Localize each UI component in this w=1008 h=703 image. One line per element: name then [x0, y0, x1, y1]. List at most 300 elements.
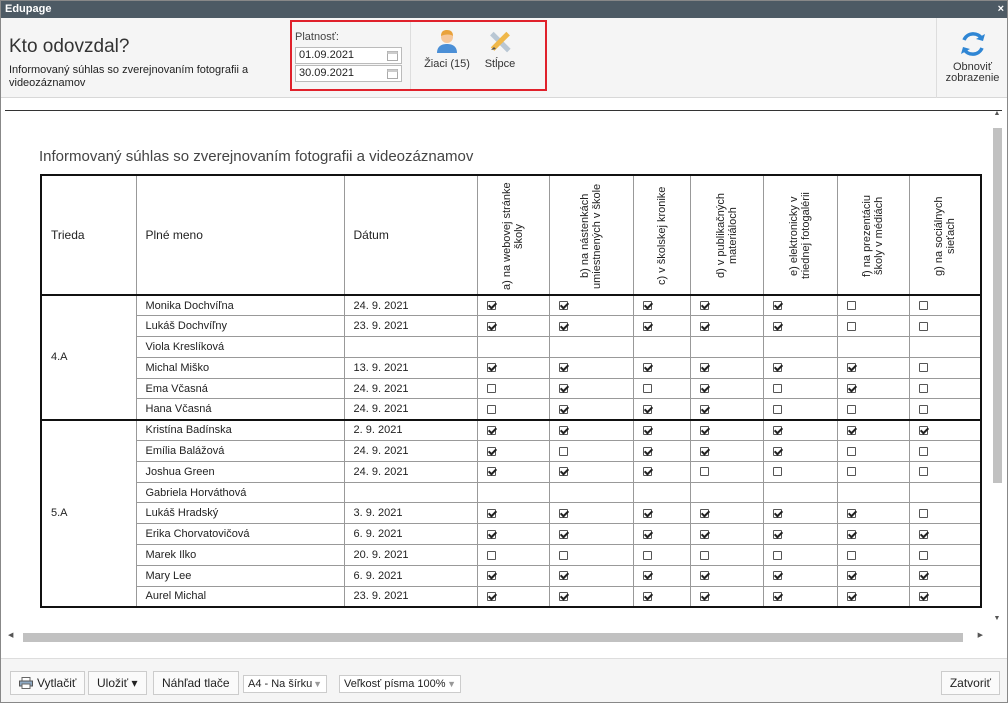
checked-checkbox — [559, 384, 568, 393]
checked-checkbox — [643, 322, 652, 331]
student-name: Michal Miško — [136, 357, 344, 378]
table-row — [41, 295, 981, 316]
unchecked-checkbox — [847, 322, 856, 331]
student-name: Lukáš Hradský — [136, 503, 344, 524]
consent-cell — [837, 420, 909, 441]
checked-checkbox — [700, 426, 709, 435]
checked-checkbox — [643, 509, 652, 518]
checked-checkbox — [559, 301, 568, 310]
checked-checkbox — [773, 426, 782, 435]
consent-cell — [549, 420, 633, 441]
checked-checkbox — [487, 467, 496, 476]
consent-cell — [549, 482, 633, 503]
calendar-icon[interactable] — [387, 68, 398, 79]
consent-cell — [690, 586, 763, 607]
window-titlebar — [0, 0, 1008, 18]
header-consent-c: c) v školskej kronike — [633, 175, 690, 295]
checked-checkbox — [773, 322, 782, 331]
consent-cell — [477, 503, 549, 524]
consent-cell — [633, 295, 690, 316]
unchecked-checkbox — [487, 405, 496, 414]
consent-cell — [837, 503, 909, 524]
consent-cell — [633, 378, 690, 399]
consent-cell — [909, 565, 981, 586]
unchecked-checkbox — [847, 447, 856, 456]
consent-cell — [909, 524, 981, 545]
consent-cell — [477, 337, 549, 358]
header-consent-b: b) na nástenkách umiestnených v škole — [549, 175, 633, 295]
table-row — [41, 441, 981, 462]
checked-checkbox — [700, 322, 709, 331]
consent-cell — [477, 399, 549, 420]
consent-cell — [909, 441, 981, 462]
close-button[interactable]: Zatvoriť — [941, 671, 1000, 695]
scroll-left-icon[interactable]: ◀ — [8, 632, 14, 639]
checked-checkbox — [919, 571, 928, 580]
calendar-icon[interactable] — [387, 50, 398, 61]
header-consent-a: a) na webovej stránke školy — [477, 175, 549, 295]
table-row — [41, 565, 981, 586]
consent-cell — [909, 378, 981, 399]
consent-date: 24. 9. 2021 — [344, 378, 477, 399]
checked-checkbox — [559, 322, 568, 331]
consent-cell — [477, 357, 549, 378]
checked-checkbox — [700, 384, 709, 393]
consent-cell — [477, 461, 549, 482]
consent-cell — [477, 295, 549, 316]
consent-cell — [909, 461, 981, 482]
consent-date: 3. 9. 2021 — [344, 503, 477, 524]
unchecked-checkbox — [919, 405, 928, 414]
checked-checkbox — [487, 301, 496, 310]
checked-checkbox — [487, 322, 496, 331]
consent-cell — [837, 316, 909, 337]
consent-cell — [549, 337, 633, 358]
header-name: Plné meno — [136, 175, 344, 295]
checked-checkbox — [847, 509, 856, 518]
unchecked-checkbox — [919, 322, 928, 331]
header-consent-e: e) elektronicky v triednej fotogalérii — [763, 175, 837, 295]
checked-checkbox — [559, 571, 568, 580]
consent-cell — [909, 399, 981, 420]
save-button[interactable]: Uložiť ▾ — [88, 671, 147, 695]
consent-cell — [549, 545, 633, 566]
unchecked-checkbox — [919, 447, 928, 456]
consent-cell — [690, 503, 763, 524]
student-name: Hana Včasná — [136, 399, 344, 420]
consent-cell — [633, 503, 690, 524]
consent-cell — [633, 565, 690, 586]
consent-cell — [909, 295, 981, 316]
checked-checkbox — [700, 363, 709, 372]
consent-cell — [549, 461, 633, 482]
consent-cell — [633, 441, 690, 462]
consent-cell — [549, 565, 633, 586]
checked-checkbox — [773, 530, 782, 539]
page-title: Kto odovzdal? — [9, 36, 130, 57]
consent-cell — [477, 441, 549, 462]
validity-label: Platnosť: — [295, 31, 339, 43]
student-name: Kristína Badínska — [136, 420, 344, 441]
consent-cell — [837, 378, 909, 399]
consent-cell — [763, 565, 837, 586]
checked-checkbox — [487, 447, 496, 456]
unchecked-checkbox — [919, 551, 928, 560]
consent-cell — [549, 586, 633, 607]
checked-checkbox — [559, 405, 568, 414]
consent-cell — [633, 524, 690, 545]
consent-cell — [690, 565, 763, 586]
unchecked-checkbox — [643, 551, 652, 560]
consent-cell — [837, 295, 909, 316]
class-cell: 5.A — [41, 420, 136, 607]
checked-checkbox — [773, 592, 782, 601]
table-row — [41, 503, 981, 524]
consent-cell — [690, 399, 763, 420]
consent-cell — [909, 420, 981, 441]
checked-checkbox — [487, 530, 496, 539]
checked-checkbox — [847, 592, 856, 601]
consent-cell — [763, 337, 837, 358]
consent-cell — [837, 337, 909, 358]
table-row — [41, 399, 981, 420]
checked-checkbox — [700, 447, 709, 456]
consent-cell — [633, 357, 690, 378]
consent-date: 24. 9. 2021 — [344, 461, 477, 482]
scrollbar-thumb[interactable] — [993, 128, 1002, 483]
consent-cell — [477, 586, 549, 607]
table-row — [41, 357, 981, 378]
unchecked-checkbox — [919, 384, 928, 393]
checked-checkbox — [773, 301, 782, 310]
consent-cell — [690, 545, 763, 566]
consent-cell — [633, 316, 690, 337]
pencil-ruler-icon — [487, 28, 513, 54]
header-consent-g: g) na sociálnych sieťach — [909, 175, 981, 295]
consent-cell — [549, 316, 633, 337]
consent-cell — [837, 441, 909, 462]
checked-checkbox — [700, 592, 709, 601]
unchecked-checkbox — [847, 405, 856, 414]
consent-date: 6. 9. 2021 — [344, 565, 477, 586]
refresh-button[interactable] — [936, 18, 1008, 98]
consent-cell — [690, 337, 763, 358]
close-icon[interactable]: × — [997, 3, 1004, 15]
scroll-up-icon[interactable]: ▲ — [993, 110, 1001, 117]
horizontal-scrollbar[interactable] — [5, 631, 985, 642]
consent-cell — [690, 461, 763, 482]
date-from-field[interactable] — [295, 47, 402, 64]
checked-checkbox — [700, 405, 709, 414]
consent-cell — [909, 503, 981, 524]
consent-cell — [549, 524, 633, 545]
student-icon — [435, 28, 459, 54]
consent-cell — [633, 337, 690, 358]
checked-checkbox — [847, 530, 856, 539]
page-subtitle: Informovaný súhlas so zverejnovaním fotografii a videozáznamov — [9, 64, 249, 89]
date-to-value: 30.09.2021 — [299, 67, 355, 79]
unchecked-checkbox — [919, 509, 928, 518]
checked-checkbox — [559, 363, 568, 372]
checked-checkbox — [643, 571, 652, 580]
consent-cell — [549, 399, 633, 420]
scrollbar-thumb[interactable] — [23, 633, 963, 642]
consent-cell — [763, 586, 837, 607]
student-name: Marek Ilko — [136, 545, 344, 566]
table-row — [41, 420, 981, 441]
consent-cell — [763, 503, 837, 524]
consent-cell — [763, 420, 837, 441]
consent-cell — [690, 295, 763, 316]
student-name: Mary Lee — [136, 565, 344, 586]
consent-date: 24. 9. 2021 — [344, 295, 477, 316]
checked-checkbox — [643, 467, 652, 476]
unchecked-checkbox — [700, 467, 709, 476]
consent-date — [344, 337, 477, 358]
students-button[interactable] — [422, 28, 472, 70]
consent-cell — [690, 378, 763, 399]
consent-cell — [477, 565, 549, 586]
checked-checkbox — [559, 592, 568, 601]
table-row — [41, 378, 981, 399]
consent-cell — [837, 461, 909, 482]
consent-cell — [837, 586, 909, 607]
student-name: Joshua Green — [136, 461, 344, 482]
consent-cell — [633, 482, 690, 503]
consent-cell — [837, 565, 909, 586]
consent-cell — [763, 461, 837, 482]
consent-cell — [763, 482, 837, 503]
consent-cell — [633, 461, 690, 482]
consent-cell — [763, 545, 837, 566]
consent-date — [344, 482, 477, 503]
scroll-right-icon[interactable]: ▶ — [977, 632, 983, 639]
table-row — [41, 337, 981, 358]
columns-button[interactable] — [480, 28, 520, 70]
consent-cell — [633, 586, 690, 607]
student-name: Aurel Michal — [136, 586, 344, 607]
checked-checkbox — [847, 363, 856, 372]
checked-checkbox — [559, 467, 568, 476]
checked-checkbox — [559, 509, 568, 518]
consent-date: 20. 9. 2021 — [344, 545, 477, 566]
consent-date: 13. 9. 2021 — [344, 357, 477, 378]
unchecked-checkbox — [487, 384, 496, 393]
unchecked-checkbox — [847, 551, 856, 560]
consent-date: 23. 9. 2021 — [344, 316, 477, 337]
unchecked-checkbox — [847, 301, 856, 310]
consent-cell — [549, 441, 633, 462]
consent-cell — [909, 545, 981, 566]
consent-cell — [690, 482, 763, 503]
unchecked-checkbox — [847, 467, 856, 476]
refresh-icon — [958, 29, 988, 59]
filter-panel — [290, 20, 547, 91]
checked-checkbox — [700, 571, 709, 580]
checked-checkbox — [919, 426, 928, 435]
font-size-value: Veľkosť písma 100% — [344, 678, 446, 690]
table-row — [41, 545, 981, 566]
refresh-label-1: Obnoviť — [953, 61, 992, 73]
checked-checkbox — [773, 571, 782, 580]
consent-cell — [690, 441, 763, 462]
header-consent-f: f) na prezentáciu školy v médiách — [837, 175, 909, 295]
footer-bar — [0, 658, 1008, 703]
consent-date: 24. 9. 2021 — [344, 399, 477, 420]
student-name: Monika Dochvíľna — [136, 295, 344, 316]
student-name: Lukáš Dochvíľny — [136, 316, 344, 337]
consent-cell — [837, 482, 909, 503]
refresh-label-2: zobrazenie — [945, 72, 1000, 84]
consent-cell — [477, 316, 549, 337]
checked-checkbox — [487, 509, 496, 518]
checked-checkbox — [487, 571, 496, 580]
vertical-scrollbar[interactable] — [992, 110, 1002, 622]
consent-cell — [837, 399, 909, 420]
consent-cell — [477, 420, 549, 441]
student-name: Erika Chorvatovičová — [136, 524, 344, 545]
consent-cell — [477, 524, 549, 545]
consent-cell — [909, 357, 981, 378]
consent-cell — [909, 316, 981, 337]
print-preview-button[interactable]: Náhľad tlače — [153, 671, 239, 695]
checked-checkbox — [700, 509, 709, 518]
consent-cell — [763, 378, 837, 399]
checked-checkbox — [643, 426, 652, 435]
print-button[interactable] — [10, 671, 85, 695]
unchecked-checkbox — [919, 363, 928, 372]
unchecked-checkbox — [700, 551, 709, 560]
checked-checkbox — [919, 530, 928, 539]
checked-checkbox — [700, 301, 709, 310]
table-row — [41, 461, 981, 482]
unchecked-checkbox — [773, 551, 782, 560]
consent-cell — [549, 378, 633, 399]
report-area — [0, 98, 1008, 647]
class-cell: 4.A — [41, 295, 136, 420]
students-button-label: Žiaci (15) — [424, 58, 470, 70]
unchecked-checkbox — [487, 551, 496, 560]
paper-select[interactable]: A4 - Na šírku ▼ — [243, 675, 327, 693]
table-row — [41, 482, 981, 503]
student-name: Viola Kreslíková — [136, 337, 344, 358]
student-name: Ema Včasná — [136, 378, 344, 399]
consent-cell — [690, 316, 763, 337]
header-date: Dátum — [344, 175, 477, 295]
date-to-field[interactable] — [295, 65, 402, 82]
consent-date: 23. 9. 2021 — [344, 586, 477, 607]
divider — [5, 110, 1002, 111]
consent-date: 24. 9. 2021 — [344, 441, 477, 462]
consent-cell — [763, 295, 837, 316]
consent-cell — [633, 545, 690, 566]
checked-checkbox — [487, 426, 496, 435]
consent-cell — [690, 524, 763, 545]
unchecked-checkbox — [773, 467, 782, 476]
table-header-row — [41, 175, 981, 295]
consent-cell — [763, 357, 837, 378]
unchecked-checkbox — [773, 405, 782, 414]
checked-checkbox — [643, 301, 652, 310]
header-consent-d: d) v publikačných materiáloch — [690, 175, 763, 295]
consent-cell — [837, 524, 909, 545]
checked-checkbox — [847, 571, 856, 580]
consent-cell — [549, 503, 633, 524]
checked-checkbox — [487, 592, 496, 601]
student-name: Emília Balážová — [136, 441, 344, 462]
checked-checkbox — [559, 530, 568, 539]
consent-cell — [477, 378, 549, 399]
checked-checkbox — [643, 405, 652, 414]
print-label: Vytlačiť — [37, 676, 77, 690]
checked-checkbox — [643, 447, 652, 456]
header-class: Trieda — [41, 175, 136, 295]
consent-cell — [763, 524, 837, 545]
consent-cell — [549, 295, 633, 316]
checked-checkbox — [847, 384, 856, 393]
table-row — [41, 316, 981, 337]
unchecked-checkbox — [643, 384, 652, 393]
consent-cell — [909, 586, 981, 607]
checked-checkbox — [700, 530, 709, 539]
unchecked-checkbox — [919, 467, 928, 476]
printer-icon — [19, 677, 33, 689]
paper-value: A4 - Na šírku — [248, 678, 313, 690]
checked-checkbox — [643, 530, 652, 539]
checked-checkbox — [919, 592, 928, 601]
header-toolbar — [0, 18, 1008, 98]
consent-cell — [763, 316, 837, 337]
consent-date: 6. 9. 2021 — [344, 524, 477, 545]
report-title: Informovaný súhlas so zverejnovaním fotografii a videozáznamov — [39, 148, 474, 165]
window-title: Edupage — [5, 3, 52, 15]
consent-cell — [477, 545, 549, 566]
unchecked-checkbox — [919, 301, 928, 310]
font-size-select[interactable]: Veľkosť písma 100% ▼ — [339, 675, 461, 693]
checked-checkbox — [487, 363, 496, 372]
unchecked-checkbox — [559, 551, 568, 560]
checked-checkbox — [773, 509, 782, 518]
consent-cell — [763, 441, 837, 462]
checked-checkbox — [773, 447, 782, 456]
consent-cell — [477, 482, 549, 503]
checked-checkbox — [773, 363, 782, 372]
consent-cell — [633, 399, 690, 420]
consent-cell — [690, 357, 763, 378]
consent-cell — [909, 482, 981, 503]
table-row — [41, 524, 981, 545]
columns-button-label: Stĺpce — [484, 58, 516, 70]
consent-date: 2. 9. 2021 — [344, 420, 477, 441]
consent-cell — [909, 337, 981, 358]
unchecked-checkbox — [773, 384, 782, 393]
student-name: Gabriela Horváthová — [136, 482, 344, 503]
consent-cell — [690, 420, 763, 441]
checked-checkbox — [643, 592, 652, 601]
checked-checkbox — [559, 426, 568, 435]
table-row — [41, 586, 981, 607]
consent-cell — [837, 357, 909, 378]
separator — [410, 22, 411, 89]
scroll-down-icon[interactable]: ▼ — [993, 615, 1001, 622]
date-from-value: 01.09.2021 — [299, 49, 355, 61]
consent-cell — [549, 357, 633, 378]
consent-cell — [763, 399, 837, 420]
consent-cell — [633, 420, 690, 441]
consent-cell — [837, 545, 909, 566]
consent-table — [40, 174, 982, 608]
checked-checkbox — [847, 426, 856, 435]
